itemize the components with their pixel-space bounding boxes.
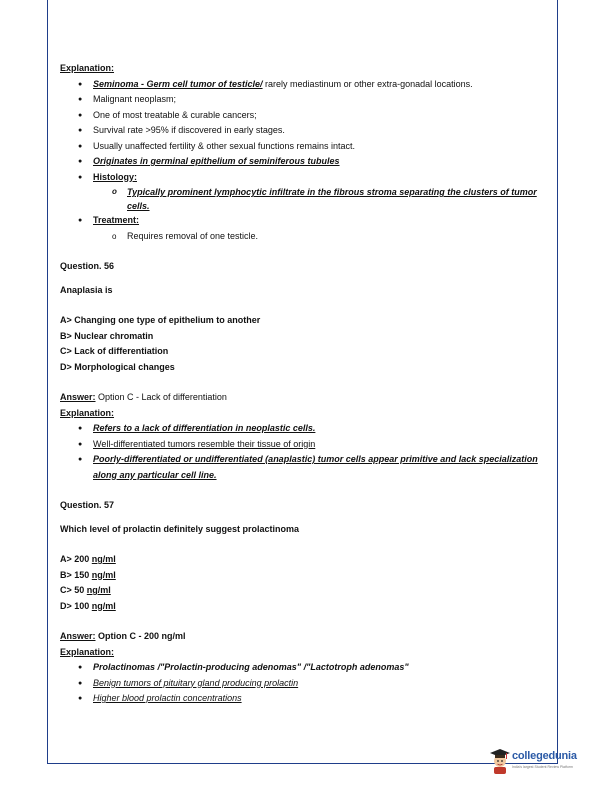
question-number: Question. 57 xyxy=(60,500,115,510)
list-item: ● Higher blood prolactin concentrations xyxy=(60,691,540,707)
list-item: ● One of most treatable & curable cancers; xyxy=(60,108,540,124)
list-item: ● Benign tumors of pituitary gland producing prolactin xyxy=(60,676,540,692)
explanation-heading: Explanation: xyxy=(60,63,115,73)
sub-list-item: o Requires removal of one testicle. xyxy=(60,229,540,245)
option-c: C> Lack of differentiation xyxy=(60,346,169,356)
document-body xyxy=(60,61,540,707)
list-item: ● Survival rate >95% if discovered in early stages. xyxy=(60,123,540,139)
explanation-list xyxy=(60,660,540,707)
list-item: ● Well-differentiated tumors resemble their tissue of origin xyxy=(60,437,540,453)
option-b: B> Nuclear chromatin xyxy=(60,330,154,341)
option-d: D> 100 ng/ml xyxy=(60,600,116,611)
list-item: ● Refers to a lack of differentiation in neoplastic cells. xyxy=(60,421,540,437)
explanation-heading: Explanation: xyxy=(60,646,115,657)
option-a: A> Changing one type of epithelium to another xyxy=(60,315,261,325)
list-item: ● Usually unaffected fertility & other sexual functions remains intact. xyxy=(60,139,540,155)
list-item: ● Seminoma - Germ cell tumor of testicle/ rarely mediastinum or other extra-gonadal locations. xyxy=(60,77,540,93)
logo-tagline: India's largest Student Review Platform xyxy=(512,765,573,769)
question-number: Question. 56 xyxy=(60,261,115,271)
question-text: Anaplasia is xyxy=(60,284,113,295)
collegedunia-logo xyxy=(489,748,589,776)
explanation-list xyxy=(60,421,540,483)
question-text: Which level of prolactin definitely suggest prolactinoma xyxy=(60,523,300,534)
list-item: ● Prolactinomas /"Prolactin-producing adenomas" /"Lactotroph adenomas" xyxy=(60,660,540,676)
option-b: B> 150 ng/ml xyxy=(60,569,116,580)
explanation-heading: Explanation: xyxy=(60,407,115,418)
mascot-icon xyxy=(489,748,511,774)
list-item: ● Treatment: o Requires removal of one testicle. xyxy=(60,213,540,244)
option-a: A> 200 ng/ml xyxy=(60,554,116,564)
list-item: ● Originates in germinal epithelium of seminiferous tubules xyxy=(60,154,540,170)
sub-list-item: o Typically prominent lymphocytic infiltrate in the fibrous stroma separating the clusters of tumor cells. xyxy=(60,185,540,213)
option-d: D> Morphological changes xyxy=(60,361,175,372)
logo-wordmark: collegedunia xyxy=(512,750,577,762)
explanation-list xyxy=(60,77,540,245)
answer-line: Answer: Option C - 200 ng/ml xyxy=(60,631,186,641)
list-item: ● Histology: o Typically prominent lymphocytic infiltrate in the fibrous stroma separating the clusters of tumor cells. xyxy=(60,170,540,214)
option-c: C> 50 ng/ml xyxy=(60,585,111,595)
list-item: ● Malignant neoplasm; xyxy=(60,92,540,108)
answer-line: Answer: Option C - Lack of differentiation xyxy=(60,392,227,402)
list-item: ● Poorly-differentiated or undifferentiated (anaplastic) tumor cells appear primitive and lack specialization along any particular cell line. xyxy=(60,452,540,483)
